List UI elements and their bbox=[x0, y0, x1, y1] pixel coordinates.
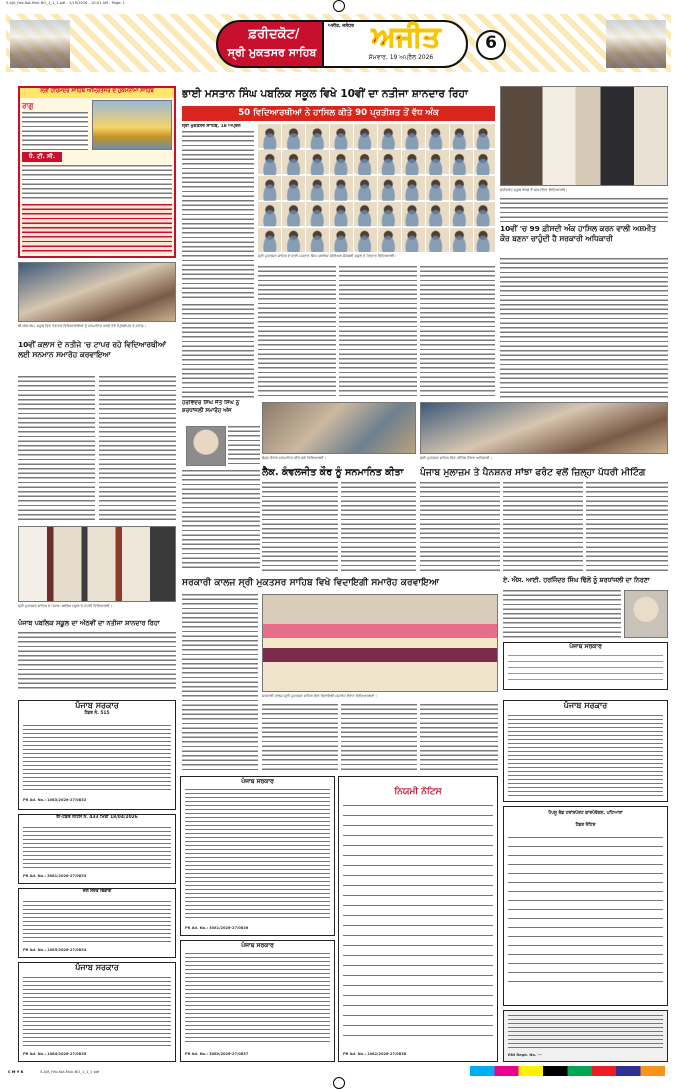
left-story3-text bbox=[18, 632, 176, 690]
ad1-title: ਪੰਜਾਬ ਸਰਕਾਰ bbox=[75, 701, 119, 710]
main-headline: ਭਾਈ ਮਸਤਾਨ ਸਿੰਘ ਪਬਲਿਕ ਸਕੂਲ ਵਿਖੇ 10ਵੀਂ ਦਾ ਨਤੀਜਾ ਸ਼ਾਨਦਾਰ ਰਿਹਾ bbox=[182, 88, 468, 100]
ad4-pr: PR Ad. No.: 1084/2026-27/0835 bbox=[23, 1052, 87, 1056]
ad1-pr: PR Ad. No.: 1083/2026-27/0832 bbox=[23, 798, 87, 802]
golden-temple-photo bbox=[92, 100, 172, 150]
ad-niyami-notice bbox=[338, 776, 498, 1062]
hukamnama-red-text bbox=[22, 204, 172, 254]
left-story3-photo bbox=[18, 526, 176, 602]
left-story2-col1 bbox=[18, 376, 95, 521]
obit-title: ਹਰਵਿੰਦਰ ਸਿੰਘ ਜੈਤੋ ਸਿੰਘ ਨੂੰ ਸ਼ਰਧਾਂਜਲੀ ਸਮਾਰੋਹ ਅੱਜ bbox=[182, 400, 240, 414]
print-slug: 5-Ajit_Feb-Kot-Muk-NO_1_1_1.pdf - 1/19/2026 - 10:01 AM - Page: 1 bbox=[6, 1, 125, 5]
right-top-caption-text bbox=[500, 198, 668, 222]
footer-slug: 5-Ajit_Feb-Kot-Muk-NO_1_1_1 pdf bbox=[40, 1070, 100, 1074]
ad-right-punjab bbox=[503, 700, 668, 802]
footer-cmyk: C M Y K bbox=[8, 1070, 24, 1074]
obit-text-b bbox=[182, 470, 260, 570]
right-obit-portrait bbox=[624, 590, 668, 638]
mid-right-caption: ਸ੍ਰੀ ਮੁਕਤਸਰ ਸਾਹਿਬ ਵਿਖੇ ਮੀਟਿੰਗ ਦੌਰਾਨ ਅਧਿਕਾਰੀ। bbox=[420, 456, 493, 460]
college-text-1 bbox=[182, 594, 258, 770]
college-text-4 bbox=[420, 704, 498, 770]
ad9-subtitle: ਟੈਂਡਰ ਨੋਟਿਸ bbox=[575, 822, 596, 828]
main-photo-caption: ਸ੍ਰੀ ਮੁਕਤਸਰ ਸਾਹਿਬ ਦੇ ਭਾਈ ਮਸਤਾਨ ਸਿੰਘ ਪਬਲਿਕ ਸੀਨੀਅਰ ਸੈਕੰਡਰੀ ਸਕੂਲ ਦੇ ਹੋਣਹਾਰ ਵਿਦਿਆਰਥੀ। bbox=[258, 254, 397, 258]
edition-date: ਸੋਮਵਾਰ, 19 ਅਪ੍ਰੈਲ 2026 bbox=[368, 54, 434, 61]
registration-mark-icon bbox=[333, 1077, 345, 1089]
hukamnama-body bbox=[22, 165, 172, 201]
ad9-title: ਪੈਪਸੂ ਰੋਡ ਟਰਾਂਸਪੋਰਟ ਕਾਰਪੋਰੇਸ਼ਨ, ਪਟਿਆਲਾ bbox=[548, 811, 623, 816]
edition-line1: ਫ਼ਰੀਦਕੋਟ/ bbox=[248, 27, 300, 42]
right-story-text bbox=[500, 258, 668, 398]
masthead-right-monument bbox=[606, 20, 666, 68]
ad-e-tender bbox=[18, 814, 176, 884]
left-story3-caption: ਸ੍ਰੀ ਮੁਕਤਸਰ ਸਾਹਿਬ ਦੇ ਪੰਜਾਬ ਪਬਲਿਕ ਸਕੂਲ ਦੇ ਮੋਹਰੀ ਵਿਦਿਆਰਥੀ। bbox=[18, 604, 113, 608]
ad5-pr: PR Ad. No.: 3081/2026-27/0836 bbox=[185, 926, 249, 930]
left-story2-col2 bbox=[99, 376, 176, 521]
ad4-title: ਪੰਜਾਬ ਸਰਕਾਰ bbox=[75, 963, 119, 972]
main-story-col1b bbox=[182, 304, 254, 398]
mid-text-4 bbox=[503, 482, 583, 572]
mid-text-5 bbox=[586, 482, 668, 572]
masthead-left-monument bbox=[10, 20, 70, 68]
left-story2-headline: 10ਵੀਂ ਕਲਾਸ ਦੇ ਨਤੀਜੇ 'ਚ ਟਾਪਰ ਰਹੇ ਵਿਦਿਆਰਥੀਆਂ ਲਈ ਸਨਮਾਨ ਸਮਾਰੋਹ ਕਰਵਾਇਆ bbox=[18, 340, 166, 359]
hukamnama-subtitle: ਰਾਗੁ bbox=[22, 102, 34, 110]
main-story-col1 bbox=[182, 131, 254, 301]
mid-right-headline: ਪੰਜਾਬ ਮੁਲਾਜ਼ਮ ਤੇ ਪੈਨਸ਼ਨਰ ਸਾਂਝਾ ਫਰੰਟ ਵਲੋਂ ਜ਼ਿਲ੍ਹਾ ਪੱਧਰੀ ਮੀਟਿੰਗ bbox=[420, 467, 646, 478]
ad6-pr: PR Ad. No.: 3080/2026-27/0837 bbox=[185, 1052, 249, 1056]
right-obit-headline: ਏ. ਐਸ. ਆਈ. ਹਰਜਿੰਦਰ ਸਿੰਘ ਢਿੱਲੋਂ ਨੂੰ ਸ਼ਰਧਾਂਜਲੀ ਦਾ ਨਿਰਣਾ bbox=[503, 577, 650, 584]
main-story-col3 bbox=[339, 266, 417, 398]
main-dateline: ਸ੍ਰੀ ਮੁਕਤਸਰ ਸਾਹਿਬ, 18 ਅਪ੍ਰੈਲ bbox=[182, 124, 241, 129]
ad7-title: ਨਿਯਮੀ ਨੋਟਿਸ bbox=[394, 787, 442, 797]
hukamnama-text bbox=[22, 112, 88, 150]
ad-left-bottom bbox=[18, 962, 176, 1062]
dtc-badge: ਧੰ. ਟੀ. ਸੀ. bbox=[22, 152, 62, 162]
mid-text-1 bbox=[262, 482, 338, 572]
ad5-title: ਪੰਜਾਬ ਸਰਕਾਰ bbox=[241, 778, 274, 785]
mid-left-headline: ਲੈਕ. ਕੰਵਲਜੀਤ ਕੌਰ ਨੂੰ ਸਨਮਾਨਿਤ ਕੀਤਾ bbox=[262, 467, 404, 478]
ad1-tender: ਟੈਂਡਰ ਨੰ. 515 bbox=[84, 711, 110, 716]
ad-mid-1 bbox=[180, 776, 335, 936]
masthead bbox=[6, 14, 671, 72]
left-group-photo bbox=[18, 262, 176, 322]
mid-left-photo bbox=[262, 402, 416, 454]
college-text-2 bbox=[262, 704, 338, 770]
ad10-regd: RNI Regd. No. --- bbox=[508, 1053, 542, 1057]
ad-right-bottom bbox=[503, 1010, 668, 1062]
college-photo bbox=[262, 594, 498, 692]
mid-text-2 bbox=[341, 482, 416, 572]
college-text-3 bbox=[341, 704, 417, 770]
mid-text-3 bbox=[420, 482, 500, 572]
paper-name: ਅਜੀਤ bbox=[371, 20, 441, 53]
right-obit-text bbox=[503, 590, 621, 638]
right-story-headline: 10ਵੀਂ 'ਚ 99 ਫ਼ੀਸਦੀ ਅੰਕ ਹਾਸਿਲ ਕਰਨ ਵਾਲੀ ਅਸ਼ਮੀਤ ਕੌਰ ਬਣਨਾ ਚਾਹੁੰਦੀ ਹੈ ਸਰਕਾਰੀ ਅਧਿਕਾਰੀ bbox=[500, 224, 657, 243]
ad-pepsu bbox=[503, 806, 668, 1006]
paper-small-name: ਅਜੀਤ, ਜਲੰਧਰ bbox=[328, 24, 354, 29]
students-grid-photo bbox=[258, 124, 495, 252]
page-number: 6 bbox=[485, 33, 497, 53]
obit-portrait bbox=[186, 426, 226, 466]
color-bar bbox=[470, 1066, 665, 1076]
ad3-title: ਜਲ ਸਰੋਤ ਵਿਭਾਗ bbox=[82, 889, 112, 894]
left-story3-headline: ਪੰਜਾਬ ਪਬਲਿਕ ਸਕੂਲ ਦਾ ਅੱਠਵੀਂ ਦਾ ਨਤੀਜਾ ਸ਼ਾਨਦਾਰ ਰਿਹਾ bbox=[18, 619, 160, 627]
ad2-title: ਈ-ਟੈਂਡਰ ਨੋਟਿਸ ਨੰ. 433 ਮਿਤੀ 18/04/2026 bbox=[56, 815, 138, 820]
mid-left-caption: ਸੈਸ਼ਨ ਦੌਰਾਨ ਸਨਮਾਨਿਤ ਕੀਤੇ ਗਏ ਵਿਦਿਆਰਥੀ। bbox=[262, 456, 326, 460]
ad-mid-2 bbox=[180, 940, 335, 1062]
right-ad-punjab-table bbox=[503, 642, 668, 690]
college-headline: ਸਰਕਾਰੀ ਕਾਲਜ ਸ੍ਰੀ ਮੁਕਤਸਰ ਸਾਹਿਬ ਵਿਖੇ ਵਿਦਾਇਗੀ ਸਮਾਰੋਹ ਕਰਵਾਇਆ bbox=[182, 577, 440, 588]
college-caption: ਸਰਕਾਰੀ ਕਾਲਜ ਸ੍ਰੀ ਮੁਕਤਸਰ ਸਾਹਿਬ ਵਿਖੇ ਵਿਦਾਇਗੀ ਸਮਾਰੋਹ ਦੌਰਾਨ ਵਿਦਿਆਰਥਣਾਂ। bbox=[262, 694, 377, 698]
ad2-pr: PR Ad. No.: 3081/2026-27/0833 bbox=[23, 874, 87, 878]
ad6-title: ਪੰਜਾਬ ਸਰਕਾਰ bbox=[241, 942, 274, 949]
ad7-pr: PR Ad. No.: 1082/2026-27/0838 bbox=[343, 1052, 407, 1056]
ad-punjab-sarkar-1 bbox=[18, 700, 176, 810]
left-group-caption: ਬੀ.ਐਲ.ਐਮ. ਸਕੂਲ ਵਿਖੇ ਹੋਣਹਾਰ ਵਿਦਿਆਰਥੀਆਂ ਨੂੰ ਸਨਮਾਨਿਤ ਕਰਦੇ ਹੋਏ ਪ੍ਰਿੰਸੀਪਲ ਤੇ ਸਟਾਫ਼। bbox=[18, 324, 147, 328]
right-top-caption: ਫ਼ਰੀਦਕੋਟ ਸਕੂਲ ਬੋਰਡ ਤੋਂ ਸਨਮਾਨਿਤ ਵਿਦਿਆਰਥੀ। bbox=[500, 188, 568, 192]
ad8-title: ਪੰਜਾਬ ਸਰਕਾਰ bbox=[563, 701, 608, 710]
main-subheadline: 50 ਵਿਦਿਆਰਥੀਆਂ ਨੇ ਹਾਸਿਲ ਕੀਤੇ 90 ਪ੍ਰਤੀਸ਼ਤ ਤੋਂ ਵੱਧ ਅੰਕ bbox=[182, 106, 495, 121]
registration-mark-icon bbox=[333, 0, 345, 12]
hukamnama-title: ਸ੍ਰੀ ਹਰਿਮੰਦਰ ਸਾਹਿਬ ਅੰਮ੍ਰਿਤਸਰ ਦੇ ਹੁਕਮਨਾਮਾ ਸਾਹਿਬ bbox=[20, 88, 174, 98]
main-story-col2 bbox=[258, 266, 336, 398]
ad-water-dept bbox=[18, 888, 176, 958]
right-top-photo bbox=[500, 86, 668, 186]
mid-right-photo bbox=[420, 402, 668, 454]
main-story-col4 bbox=[420, 266, 495, 398]
edition-line2: ਸ੍ਰੀ ਮੁਕਤਸਰ ਸਾਹਿਬ bbox=[227, 46, 317, 59]
obit-text-a bbox=[228, 426, 260, 466]
ad3-pr: PR Ad. No.: 1085/2026-27/0834 bbox=[23, 948, 87, 952]
ad-punjab-sarkar-title: ਪੰਜਾਬ ਸਰਕਾਰ bbox=[569, 643, 602, 650]
